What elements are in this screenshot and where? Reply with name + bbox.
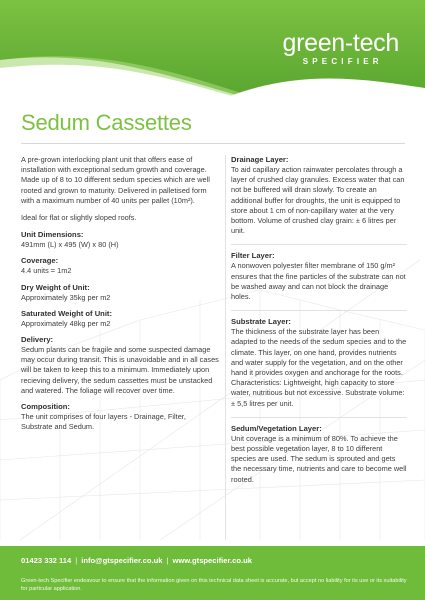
ideal-text: Ideal for flat or slightly sloped roofs. <box>21 213 137 223</box>
substrate-value: The thickness of the substrate layer has been adapted to the needs of the sedum species and to the climate. This layer, on one hand, provides nutrients and water supply for the vegetation, and on the other hand it provides oxygen and anchorage for the roots. Characteristics: Lightweight, high capacity to store water, nutritious but not excessive. Substrate volume: ± 5,5 litres per unit. <box>231 327 407 408</box>
delivery-value: Sedum plants can be fragile and some suspected damage may occur during transit. This is unavoidable and in all cases will be taken to keep this to a minimum. Immediately upon recieving delivery, the sedum cassettes must be unstacked and watered. The foliage will recover over time. <box>21 345 219 395</box>
coverage-value: 4.4 units = 1m2 <box>21 266 72 276</box>
dry-weight-value: Approximately 35kg per m2 <box>21 292 111 302</box>
footer-website[interactable]: www.gtspecifier.co.uk <box>172 556 252 565</box>
dimensions-heading: Unit Dimensions: <box>21 230 84 240</box>
intro-text: A pre-grown interlocking plant unit that offers ease of installation with exceptional sedum growth and coverage. Made up of 8 to 10 different sedum species which are well rooted and grown to maturity. Delivered in palletised form with a maximum number of 40 units per pallet (10m²). <box>21 155 210 205</box>
right-column <box>231 155 407 499</box>
sedum-value: Unit coverage is a minimum of 80%. To achieve the best possible vegetation layer, 8 to 10 different species are used. The sedum is sprouted and gets the necessary time, nutrients and care to become well rooted. <box>231 433 407 484</box>
footer-bar <box>0 546 425 600</box>
dry-weight-heading: Dry Weight of Unit: <box>21 282 90 292</box>
footer-separator: | <box>166 556 169 565</box>
brand-logo <box>282 30 399 66</box>
composition-value: The unit comprises of four layers - Drainage, Filter, Substrate and Sedum. <box>21 412 186 432</box>
substrate-section <box>231 317 407 418</box>
saturated-weight-heading: Saturated Weight of Unit: <box>21 308 112 318</box>
brand-tagline: SPECIFIER <box>302 57 383 66</box>
sedum-heading: Sedum/Vegetation Layer: <box>231 423 322 433</box>
footer-disclaimer: Green-tech Specifier endeavour to ensure that the information given on this technical data sheet is accurate, but accept no liability for its use or its suitability for particular application. <box>21 578 407 592</box>
delivery-heading: Delivery: <box>21 335 54 345</box>
title-divider <box>21 143 405 144</box>
footer-separator: | <box>75 556 78 565</box>
saturated-weight-value: Approximately 48kg per m2 <box>21 318 111 328</box>
composition-heading: Composition: <box>21 402 70 412</box>
filter-value: A nonwoven polyester filter membrane of 150 g/m² ensures that the fine particles of the substrate can not be washed away and can not block the drainage holes. <box>231 261 406 302</box>
left-column <box>21 155 219 438</box>
footer-contact <box>21 556 252 565</box>
dimensions-value: 491mm (L) x 495 (W) x 80 (H) <box>21 240 119 250</box>
footer-email[interactable]: info@gtspecifier.co.uk <box>81 556 163 565</box>
header-banner <box>0 0 425 96</box>
filter-heading: Filter Layer: <box>231 251 275 261</box>
drainage-heading: Drainage Layer: <box>231 155 289 164</box>
drainage-value: To aid capillary action rainwater percolates through a layer of crushed clay granules. Excess water that can not be buffered will drain slowly. To create an additional buffer for droughts, the unit is equipped to store about 1 cm of non-capillary water at the very bottom. Volume of crushed clay grain: ± 6 litres per unit. <box>231 165 405 236</box>
brand-name: green-tech <box>282 29 399 57</box>
coverage-heading: Coverage: <box>21 256 59 266</box>
filter-section <box>231 251 407 311</box>
footer-phone[interactable]: 01423 332 114 <box>21 556 72 565</box>
page-title: Sedum Cassettes <box>21 110 192 135</box>
drainage-section <box>231 155 407 245</box>
substrate-heading: Substrate Layer: <box>231 317 291 327</box>
sedum-section <box>231 424 407 493</box>
column-divider <box>225 155 226 540</box>
